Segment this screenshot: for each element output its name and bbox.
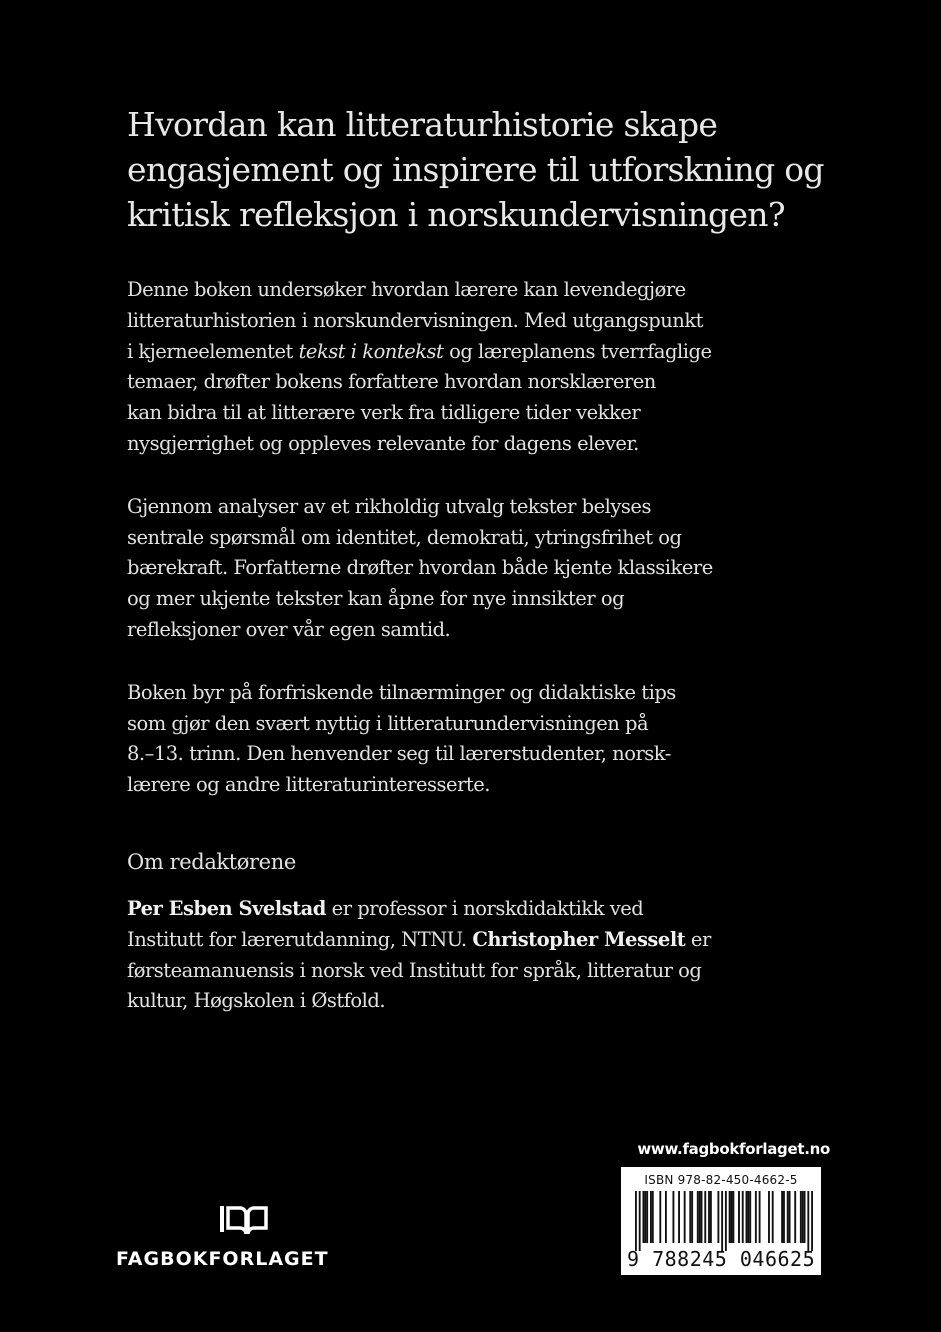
barcode-bar [678, 1191, 680, 1243]
isbn-barcode [621, 1167, 821, 1275]
text-line: litteraturhistorien i norskundervisningen. Med utgangspunkt [127, 308, 704, 332]
barcode-bar [646, 1191, 648, 1243]
description-paragraph-1 [127, 275, 827, 460]
barcode-bar [732, 1191, 734, 1243]
italic-term: tekst i kontekst [298, 339, 444, 363]
text-fragment: er [685, 927, 711, 951]
barcode-bar [691, 1191, 693, 1243]
barcode-bar [811, 1191, 813, 1251]
barcode-bars [635, 1191, 813, 1251]
barcode-bar [644, 1191, 646, 1243]
text-line: 8.–13. trinn. Den henvender seg til lærerstudenter, norsk- [127, 742, 671, 766]
book-logo-icon [214, 1200, 272, 1240]
text-line: og mer ukjente tekster kan åpne for nye innsikter og [127, 587, 625, 611]
publisher-name: FAGBOKFORLAGET [116, 1248, 329, 1270]
text-line: som gjør den svært nyttig i litteraturundervisningen på [127, 711, 649, 735]
barcode-bar [755, 1191, 757, 1243]
text-fragment: i kjerneelementet [127, 339, 299, 363]
barcode-bar [746, 1191, 748, 1243]
barcode-bar [738, 1191, 740, 1243]
barcode-bar [689, 1191, 691, 1243]
headline-line: Hvordan kan litteraturhistorie skape [127, 105, 718, 144]
barcode-bar [794, 1191, 796, 1243]
text-line: temaer, drøfter bokens forfattere hvordan norsklæreren [127, 370, 656, 394]
text-line: Gjennom analyser av et rikholdig utvalg tekster belyses [127, 494, 651, 518]
barcode-bar [672, 1191, 674, 1243]
description [127, 275, 827, 801]
barcode-bar [731, 1191, 733, 1243]
editor-name: Per Esben Svelstad [127, 897, 326, 920]
barcode-bar [804, 1191, 806, 1243]
barcode-bar [787, 1191, 789, 1243]
text-line [127, 337, 827, 368]
barcode-bar [652, 1191, 654, 1243]
text-fragment: og læreplanens tverrfaglige [443, 339, 712, 363]
barcode-bar [729, 1191, 731, 1243]
description-paragraph-3 [127, 678, 827, 801]
barcode-bar [642, 1191, 644, 1243]
barcode-bar [650, 1191, 652, 1243]
barcode-bar [768, 1191, 770, 1243]
editor-name: Christopher Messelt [472, 927, 686, 951]
barcode-bar [708, 1191, 710, 1243]
barcode-bar [800, 1191, 802, 1243]
barcode-bar [659, 1191, 661, 1243]
barcode-bar [710, 1191, 712, 1243]
text-line: Boken byr på forfriskende tilnærminger og didaktiske tips [127, 680, 676, 704]
text-line [127, 925, 827, 956]
barcode-bar [781, 1191, 783, 1243]
publisher-website: www.fagbokforlaget.no [637, 1140, 830, 1158]
barcode-bar [665, 1191, 667, 1243]
barcode-bar [699, 1191, 701, 1243]
barcode-bar [789, 1191, 791, 1243]
about-editors-text [127, 894, 827, 1017]
text-line: nysgjerrighet og oppleves relevante for dagens elever. [127, 431, 639, 455]
barcode-bar [742, 1191, 744, 1243]
barcode-bar [747, 1191, 749, 1243]
headline [127, 102, 827, 237]
barcode-bar [783, 1191, 785, 1243]
headline-line: engasjement og inspirere til utforskning og [127, 150, 824, 189]
barcode-bar [697, 1191, 699, 1243]
headline-line: kritisk refleksjon i norskundervisningen? [127, 195, 785, 234]
barcode-bar [701, 1191, 703, 1243]
barcode-bar [759, 1191, 761, 1243]
text-line: kultur, Høgskolen i Østfold. [127, 989, 386, 1013]
barcode-bar [807, 1191, 809, 1251]
text-line: bærekraft. Forfatterne drøfter hvordan både kjente klassikere [127, 556, 713, 580]
publisher-logo [116, 1200, 329, 1270]
isbn-label: ISBN 978-82-450-4662-5 [644, 1173, 798, 1187]
barcode-bar [802, 1191, 804, 1243]
text-line: refleksjoner over vår egen samtid. [127, 617, 451, 641]
about-editors-heading: Om redaktørene [127, 850, 296, 874]
barcode-digits: 9 788245 046625 [627, 1247, 816, 1271]
text-fragment: er professor i norskdidaktikk ved [325, 897, 644, 920]
barcode-bar [721, 1191, 723, 1251]
barcode-bar [684, 1191, 686, 1243]
text-line [127, 894, 827, 925]
barcode-bar [635, 1191, 637, 1251]
barcode-bar [749, 1191, 751, 1243]
text-fragment: Institutt for lærerutdanning, NTNU. [127, 927, 473, 951]
barcode-bar [704, 1191, 706, 1243]
text-line: Denne boken undersøker hvordan lærere kan levendegjøre [127, 278, 686, 301]
text-line: lærere og andre litteraturinteresserte. [127, 773, 490, 797]
barcode-bar [639, 1191, 641, 1251]
text-line: kan bidra til at litterære verk fra tidligere tider vekker [127, 401, 641, 425]
text-line: sentrale spørsmål om identitet, demokrati, ytringsfrihet og [127, 525, 682, 549]
description-paragraph-2 [127, 492, 827, 646]
barcode-bar [725, 1191, 727, 1251]
barcode-bar [717, 1191, 719, 1243]
barcode-bar [772, 1191, 774, 1243]
text-line: førsteamanuensis i norsk ved Institutt for språk, litteratur og [127, 958, 702, 982]
